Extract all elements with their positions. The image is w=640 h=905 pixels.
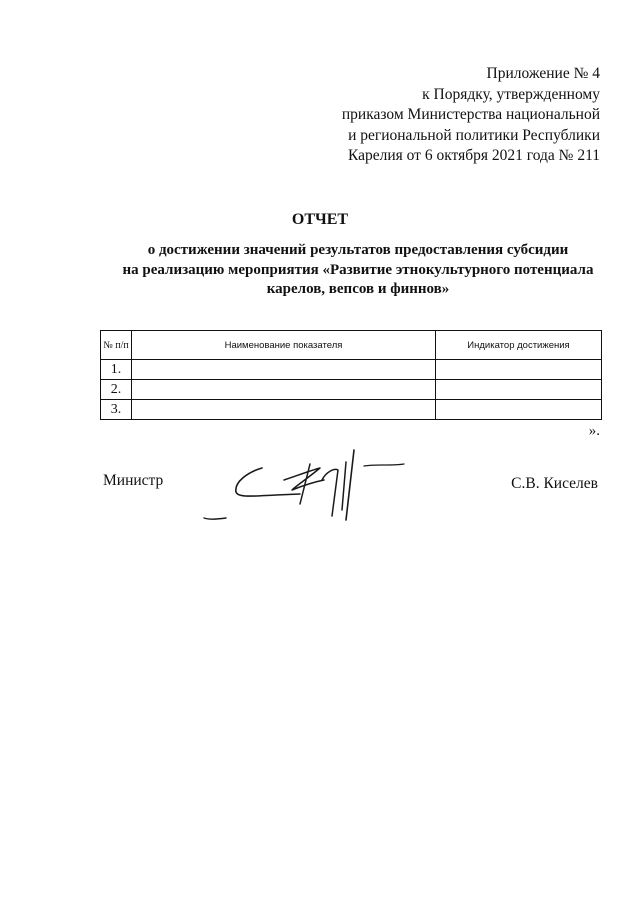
- row-indicator-name: [132, 380, 436, 400]
- row-indicator-name: [132, 360, 436, 380]
- row-indicator-achievement: [436, 400, 602, 420]
- row-indicator-achievement: [436, 360, 602, 380]
- table-header-row: [101, 331, 602, 360]
- row-num: 3.: [101, 400, 132, 420]
- appendix-line: Карелия от 6 октября 2021 года № 211: [347, 147, 600, 164]
- subtitle-line: карелов, вепсов и финнов»: [266, 281, 450, 297]
- appendix-line: и региональной политики Республики: [348, 126, 600, 144]
- closing-mark: ».: [588, 423, 600, 439]
- table-row: [101, 400, 602, 420]
- table-row: [101, 360, 602, 380]
- appendix-header: [342, 64, 600, 167]
- row-num: 2.: [101, 380, 132, 400]
- signer-position: Министр: [103, 472, 164, 489]
- row-indicator-name: [132, 400, 436, 420]
- header-num: № п/п: [101, 331, 132, 360]
- document-subtitle: [100, 241, 616, 300]
- document-title: ОТЧЕТ: [291, 211, 349, 228]
- signer-name: С.В. Киселев: [511, 475, 598, 492]
- appendix-line: Приложение № 4: [486, 65, 600, 82]
- row-num: 1.: [101, 360, 132, 380]
- subtitle-line: о достижении значений результатов предоставления субсидии: [147, 242, 569, 258]
- report-table: [100, 330, 602, 420]
- handwritten-signature: [196, 440, 416, 530]
- table-row: [101, 380, 602, 400]
- header-indicator-achievement: Индикатор достижения: [436, 331, 602, 360]
- appendix-line: приказом Министерства национальной: [341, 106, 600, 123]
- subtitle-line: на реализацию мероприятия «Развитие этнокультурного потенциала: [122, 261, 594, 278]
- header-indicator-name: Наименование показателя: [132, 331, 436, 360]
- row-indicator-achievement: [436, 380, 602, 400]
- appendix-line: к Порядку, утвержденному: [422, 85, 600, 103]
